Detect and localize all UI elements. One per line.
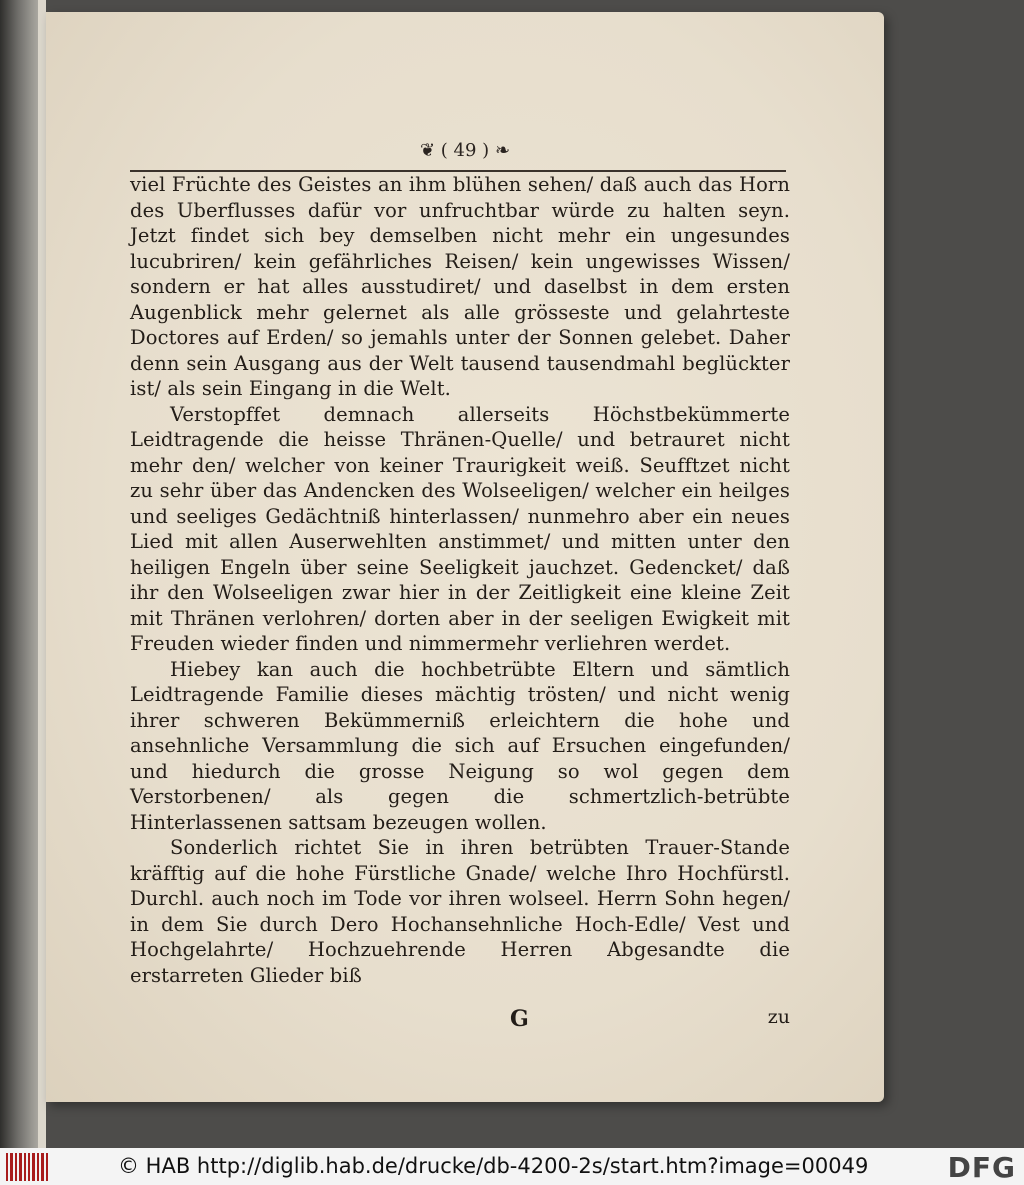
fleuron-right-icon: ❧ [494, 140, 511, 161]
hab-logo-icon [6, 1153, 48, 1181]
paragraph-4: Sonderlich richtet Sie in ihren betrübten Trauer-Stande kräfftig auf die hohe Fürstliche Gnade/ welche Ihro Hochfürstl. Durchl. auch noch im Tode vor ihren wolseel. Herrn Sohn hegen/ in dem Sie durch Dero Hochansehnliche Hoch-Edle/ Vest und Hochgelahrte/ Hochzuehrende Herren Abgesandte die erstarreten Glieder biß [130, 836, 790, 987]
catch-line [130, 1006, 790, 1034]
page-number-header [46, 140, 884, 161]
page-gutter [38, 0, 46, 1148]
copyright-link[interactable]: © HAB http://diglib.hab.de/drucke/db-4200-2s/start.htm?image=00049 [118, 1154, 869, 1178]
paragraph-1: viel Früchte des Geistes an ihm blühen sehen/ daß auch das Horn des Uberflusses dafür vor unfruchtbar würde zu halten seyn. Jetzt findet sich bey demselben nicht mehr ein ungesundes lucubriren/ kein gefährliches Reisen/ kein ungewisses Wissen/ sondern er hat alles ausstudiret/ und daselbst in dem ersten Augenblick mehr gelernet als alle grösseste und gelahrteste Doctores auf Erden/ so jemahls unter der Sonnen gelebet. Daher denn sein Ausgang aus der Welt tausend tausendmahl beglückter ist/ als sein Eingang in die Welt. [130, 173, 790, 400]
viewer-footer [0, 1148, 1024, 1185]
dfg-logo: DFG [947, 1151, 1016, 1184]
catchword: zu [767, 1006, 790, 1028]
paragraph-3: Hiebey kan auch die hochbetrübte Eltern und sämtlich Leidtragende Familie dieses mächtig trösten/ und nicht wenig ihrer schweren Bekümmerniß erleichtern die hohe und ansehnliche Versammlung die sich auf Ersuchen eingefunden/ und hiedurch die grosse Neigung so wol gegen dem Verstorbenen/ als gegen die schmertzlich-betrübte Hinterlassenen sattsam bezeugen wollen. [130, 657, 790, 834]
page-number: ( 49 ) [440, 140, 490, 161]
fleuron-left-icon: ❦ [419, 140, 436, 161]
scanned-page [46, 12, 884, 1102]
signature-mark: G [510, 1006, 529, 1032]
body-text [130, 172, 790, 988]
paragraph-2: Verstopffet demnach allerseits Höchstbekümmerte Leidtragende die heisse Thränen-Quelle/ und betrauret nicht mehr den/ welcher von keiner Traurigkeit weiß. Seufftzet nicht zu sehr über das Andencken des Wolseeligen/ welcher ein heilges und seeliges Gedächtniß hinterlassen/ nunmehro aber ein neues Lied mit allen Auserwehlten anstimmet/ und mitten unter den heiligen Engeln über seine Seeligkeit jauchzet. Gedencket/ daß ihr den Wolseeligen zwar hier in der Zeitligkeit eine kleine Zeit mit Thränen verlohren/ dorten aber in der seeligen Ewigkeit mit Freuden wieder finden und nimmermehr verliehren werdet. [130, 402, 790, 655]
